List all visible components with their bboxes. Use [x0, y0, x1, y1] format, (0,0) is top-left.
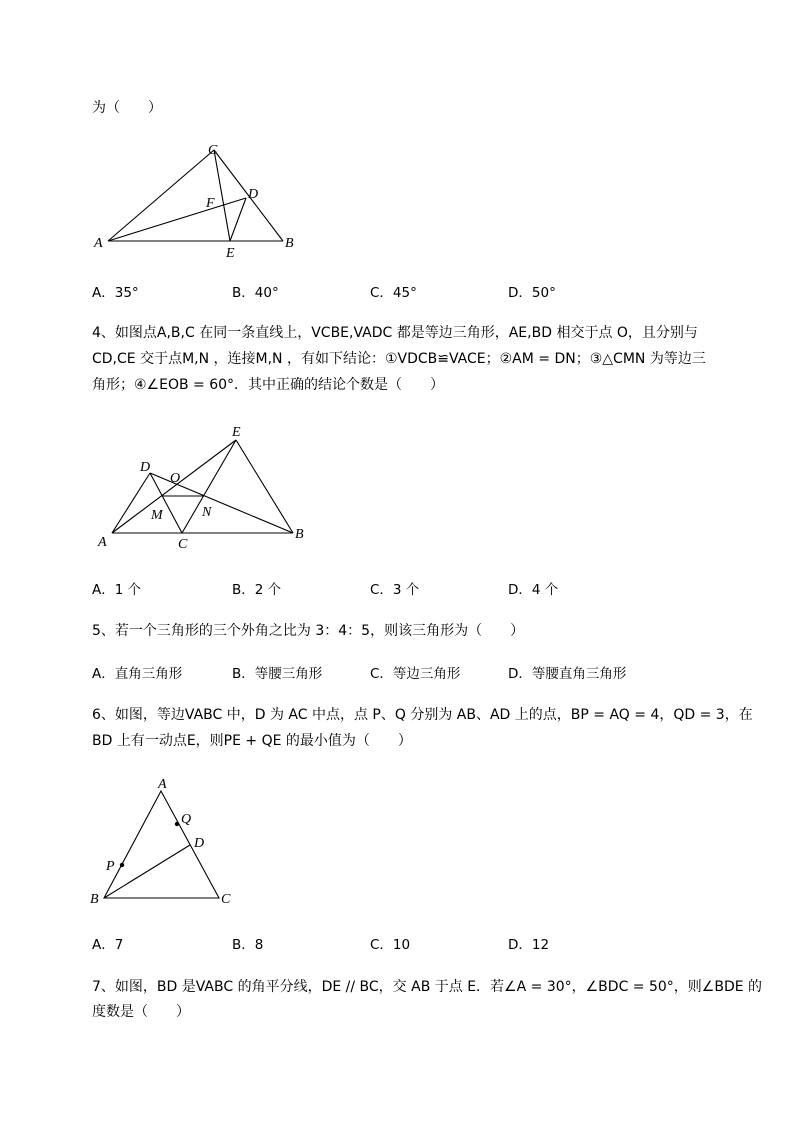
- q3-label-a: A: [94, 236, 103, 251]
- q6-figure: [88, 775, 248, 910]
- q3-tail-text: 为（ ）: [92, 100, 162, 116]
- q3-option-d: D．50°: [508, 285, 556, 301]
- q4-label-m: M: [151, 508, 163, 523]
- q6-point-p: [120, 863, 124, 867]
- q6-option-d: D．12: [508, 937, 550, 953]
- q4-figure: [96, 422, 316, 552]
- q3-option-b: B．40°: [232, 285, 279, 301]
- q4-label-d: D: [140, 460, 151, 475]
- q4-label-c: C: [178, 537, 188, 552]
- q4-stem-line-1: 4、如图点A,B,C 在同一条直线上，VCBE,VADC 都是等边三角形，AE,BD 相交于点 O，且分别与: [92, 325, 698, 341]
- q3-label-f: F: [206, 196, 215, 211]
- q3-option-a: A．35°: [92, 285, 139, 301]
- q4-option-d: D．4 个: [508, 582, 559, 598]
- q6-option-b: B．8: [232, 937, 264, 953]
- q6-label-b: B: [90, 892, 99, 907]
- q3-label-b: B: [285, 236, 294, 251]
- q4-label-b: B: [295, 527, 304, 542]
- q3-label-d: D: [248, 187, 259, 202]
- q7-stem-line-1: 7、如图，BD 是VABC 的角平分线，DE // BC，交 AB 于点 E．若∠A = 30°，∠BDC = 50°，则∠BDE 的: [92, 979, 763, 995]
- q3-label-e: E: [226, 246, 235, 261]
- q4-segment-ad: [112, 473, 150, 533]
- q4-stem-line-3: 角形；④∠EOB = 60°．其中正确的结论个数是（ ）: [92, 377, 445, 393]
- q5-option-c: C．等边三角形: [370, 666, 461, 682]
- q7-stem-line-2: 度数是（ ）: [92, 1004, 190, 1020]
- q4-label-a: A: [98, 535, 107, 550]
- q6-segment-bd: [104, 845, 190, 898]
- q4-stem-line-2: CD,CE 交于点M,N ，连接M,N ，有如下结论：①VDCB≌VACE；②AM = DN；③△CMN 为等边三: [92, 351, 706, 367]
- q6-label-c: C: [221, 892, 231, 907]
- q5-stem-line-1: 5、若一个三角形的三个外角之比为 3：4：5，则该三角形为（ ）: [92, 623, 525, 639]
- q3-label-c: C: [208, 143, 218, 158]
- q6-label-d: D: [194, 836, 205, 851]
- q4-label-n: N: [202, 505, 212, 520]
- q5-option-a: A．直角三角形: [92, 666, 183, 682]
- q6-label-q: Q: [181, 812, 192, 827]
- q6-option-a: A．7: [92, 937, 124, 953]
- q6-stem-line-2: BD 上有一动点E，则PE + QE 的最小值为（ ）: [92, 733, 412, 749]
- q6-point-q: [175, 822, 179, 826]
- q4-segment-eb: [236, 440, 293, 533]
- q5-option-b: B．等腰三角形: [232, 666, 323, 682]
- q6-label-p: P: [106, 859, 115, 874]
- q6-label-a: A: [158, 777, 167, 792]
- q3-segment-ed: [230, 198, 246, 241]
- q4-label-e: E: [232, 425, 241, 440]
- q3-segment-ad: [108, 198, 246, 241]
- q6-option-c: C．10: [370, 937, 411, 953]
- q3-segment-ce: [214, 150, 230, 241]
- q4-option-b: B．2 个: [232, 582, 282, 598]
- q4-option-c: C．3 个: [370, 582, 420, 598]
- q6-stem-line-1: 6、如图，等边VABC 中，D 为 AC 中点，点 P、Q 分别为 AB、AD 上的点，BP = AQ = 4，QD = 3，在: [92, 707, 753, 723]
- q3-option-c: C．45°: [370, 285, 417, 301]
- q5-option-d: D．等腰直角三角形: [508, 666, 627, 682]
- q3-figure: [90, 138, 320, 263]
- q4-option-a: A．1 个: [92, 582, 142, 598]
- q3-segment-ac: [108, 150, 214, 241]
- q4-label-o: O: [170, 471, 181, 486]
